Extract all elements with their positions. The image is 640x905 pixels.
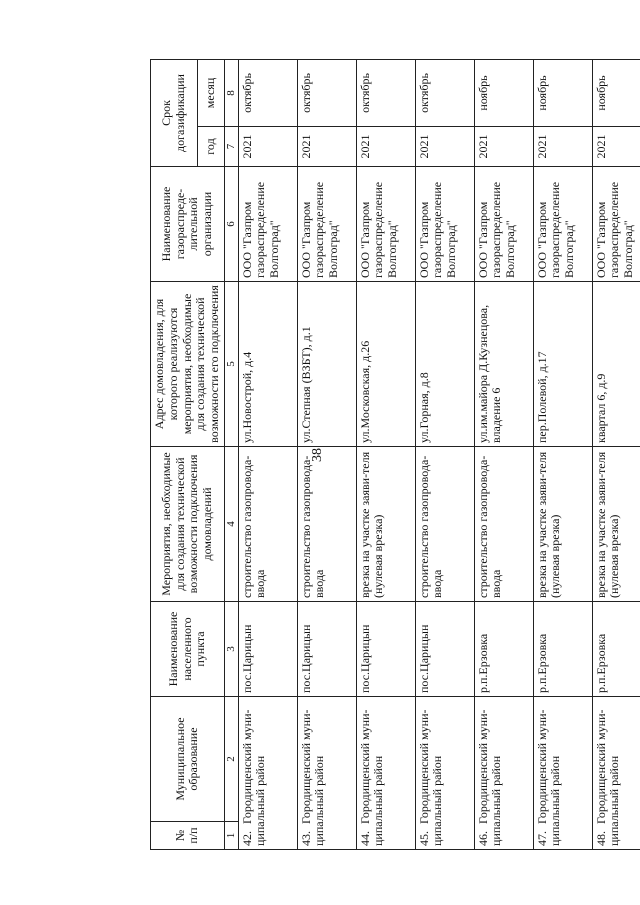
measure-cell: строительство газопровода-ввода — [238, 447, 297, 602]
column-number-row — [224, 59, 238, 849]
org-cell: ООО "Газпром газораспределение Волгоград" — [592, 167, 640, 282]
month-cell: октябрь — [356, 59, 415, 126]
settlement-cell: р.п.Ерзовка — [592, 602, 640, 697]
settlement-cell: пос.Царицын — [238, 602, 297, 697]
column-number: 3 — [224, 602, 238, 697]
page-number: 38 — [310, 448, 325, 462]
year-cell: 2021 — [592, 127, 640, 167]
table-row — [297, 59, 356, 849]
org-cell: ООО "Газпром газораспределение Волгоград" — [238, 167, 297, 282]
column-number: 1 — [224, 822, 238, 850]
row-number: 45. — [416, 831, 431, 846]
header-num: № п/п — [151, 822, 225, 850]
column-number: 8 — [224, 59, 238, 126]
row-head-cell — [592, 697, 640, 850]
measure-cell: врезка на участке заяви-теля (нулевая врезка) — [533, 447, 592, 602]
settlement-cell: р.п.Ерзовка — [474, 602, 533, 697]
rotated-table-container — [150, 60, 636, 850]
org-cell: ООО "Газпром газораспределение Волгоград" — [533, 167, 592, 282]
header-measure: Мероприятия, необходимые для создания технической возможности подключения домовладений — [151, 447, 225, 602]
measure-cell: строительство газопровода-ввода — [474, 447, 533, 602]
org-cell: ООО "Газпром газораспределение Волгоград" — [415, 167, 474, 282]
column-number: 2 — [224, 697, 238, 822]
municipality-cell: Городищенский муни-ципальный район — [475, 709, 504, 846]
column-number: 7 — [224, 127, 238, 167]
month-cell: ноябрь — [592, 59, 640, 126]
address-cell: пер.Полевой, д.17 — [533, 282, 592, 447]
gasification-table — [150, 59, 640, 850]
year-cell: 2021 — [297, 127, 356, 167]
month-cell: октябрь — [297, 59, 356, 126]
settlement-cell: пос.Царицын — [415, 602, 474, 697]
settlement-cell: пос.Царицын — [297, 602, 356, 697]
month-cell: октябрь — [238, 59, 297, 126]
address-cell: ул.Степная (ВЗБТ), д.1 — [297, 282, 356, 447]
row-head-cell — [238, 697, 297, 850]
table-row — [238, 59, 297, 849]
header-year: год — [197, 127, 224, 167]
header-settlement: Наименование населенного пункта — [151, 602, 225, 697]
year-cell: 2021 — [474, 127, 533, 167]
header-deadline: Срок догазификации — [151, 59, 198, 166]
month-cell: ноябрь — [533, 59, 592, 126]
header-org: Наименование газораспреде-лительной организации — [151, 167, 225, 282]
measure-cell: строительство газопровода-ввода — [297, 447, 356, 602]
address-cell: квартал 6, д.9 — [592, 282, 640, 447]
table-row — [474, 59, 533, 849]
row-head-cell — [415, 697, 474, 850]
settlement-cell: р.п.Ерзовка — [533, 602, 592, 697]
org-cell: ООО "Газпром газораспределение Волгоград" — [474, 167, 533, 282]
row-head-cell — [533, 697, 592, 850]
table-row — [592, 59, 640, 849]
header-address: Адрес домовладения, для которого реализуются мероприятия, необходимые для создания технической возможности его подключения — [151, 282, 225, 447]
header-month: месяц — [197, 59, 224, 126]
measure-cell: строительство газопровода-ввода — [415, 447, 474, 602]
measure-cell: врезка на участке заяви-теля (нулевая врезка) — [592, 447, 640, 602]
row-number: 48. — [593, 831, 608, 846]
year-cell: 2021 — [238, 127, 297, 167]
municipality-cell: Городищенский муни-ципальный район — [239, 709, 268, 846]
month-cell: октябрь — [415, 59, 474, 126]
row-number: 43. — [298, 831, 313, 846]
table-row — [533, 59, 592, 849]
municipality-cell: Городищенский муни-ципальный район — [593, 709, 622, 846]
column-number: 4 — [224, 447, 238, 602]
municipality-cell: Городищенский муни-ципальный район — [298, 709, 327, 846]
org-cell: ООО "Газпром газораспределение Волгоград" — [297, 167, 356, 282]
month-cell: ноябрь — [474, 59, 533, 126]
year-cell: 2021 — [415, 127, 474, 167]
table-row — [356, 59, 415, 849]
year-cell: 2021 — [356, 127, 415, 167]
address-cell: ул.Новострой, д.4 — [238, 282, 297, 447]
header-municipality: Муниципальное образование — [151, 697, 225, 822]
org-cell: ООО "Газпром газораспределение Волгоград" — [356, 167, 415, 282]
row-head-cell — [474, 697, 533, 850]
municipality-cell: Городищенский муни-ципальный район — [416, 709, 445, 846]
row-number: 46. — [475, 831, 490, 846]
table-row — [415, 59, 474, 849]
row-number: 44. — [357, 831, 372, 846]
settlement-cell: пос.Царицын — [356, 602, 415, 697]
address-cell: ул.им.майора Д.Кузнецова, владение 6 — [474, 282, 533, 447]
municipality-cell: Городищенский муни-ципальный район — [534, 709, 563, 846]
row-head-cell — [356, 697, 415, 850]
measure-cell: врезка на участке заяви-теля (нулевая врезка) — [356, 447, 415, 602]
column-number: 5 — [224, 282, 238, 447]
row-number: 47. — [534, 831, 549, 846]
row-head-cell — [297, 697, 356, 850]
column-number: 6 — [224, 167, 238, 282]
address-cell: ул.Московская, д.26 — [356, 282, 415, 447]
municipality-cell: Городищенский муни-ципальный район — [357, 709, 386, 846]
row-number: 42. — [239, 831, 254, 846]
address-cell: ул.Горная, д.8 — [415, 282, 474, 447]
year-cell: 2021 — [533, 127, 592, 167]
